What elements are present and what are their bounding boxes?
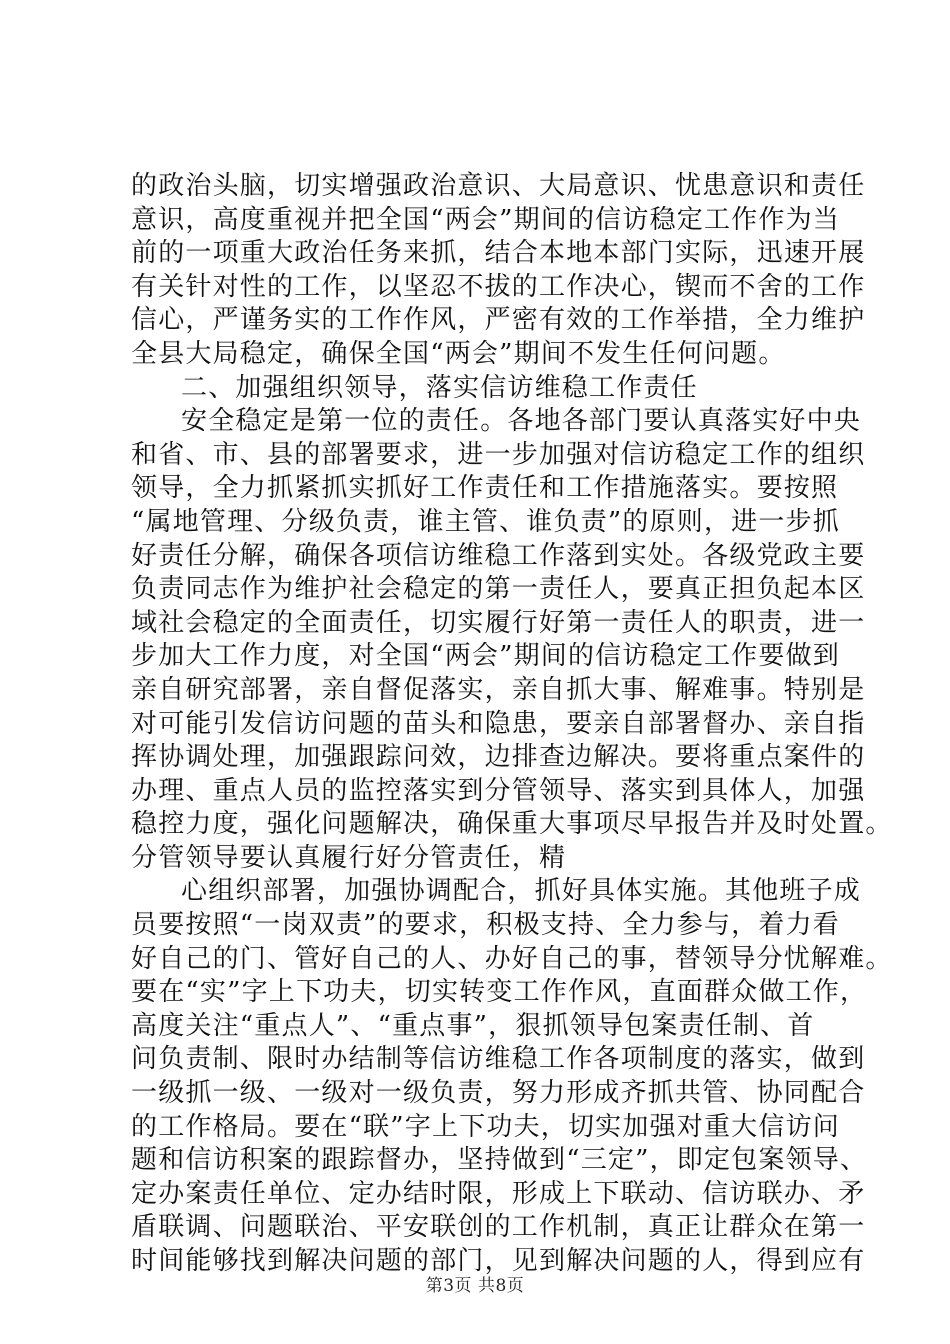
text-line: 时间能够找到解决问题的部门，见到解决问题的人，得到应有 <box>131 1246 866 1276</box>
text-line: 对可能引发信访问题的苗头和隐患，要亲自部署督办、亲自指 <box>131 708 866 739</box>
text-line: 领导，全力抓紧抓实抓好工作责任和工作措施落实。要按照 <box>131 473 839 504</box>
text-line: 员要按照“一岗双责”的要求，积极支持、全力参与，着力看 <box>131 910 840 941</box>
text-line: 全县大局稳定，确保全国“两会”期间不发生任何问题。 <box>131 338 786 369</box>
text-line: “属地管理、分级负责，谁主管、谁负责”的原则，进一步抓 <box>131 506 840 537</box>
page-footer: 第3页 共8页 <box>425 1276 525 1296</box>
text-line: 和省、市、县的部署要求，进一步加强对信访稳定工作的组织 <box>131 439 866 470</box>
text-line: 稳控力度，强化问题解决，确保重大事项尽早报告并及时处置。 <box>131 809 893 840</box>
text-line: 挥协调处理，加强跟踪问效，边排查边解决。要将重点案件的 <box>131 742 866 773</box>
text-line: 意识，高度重视并把全国“两会”期间的信访稳定工作作为当 <box>131 204 840 235</box>
text-line: 亲自研究部署，亲自督促落实，亲自抓大事、解难事。特别是 <box>131 674 866 705</box>
text-line: 心组织部署，加强协调配合，抓好具体实施。其他班子成 <box>181 876 862 907</box>
text-line: 办理、重点人员的监控落实到分管领导、落实到具体人，加强 <box>131 775 866 806</box>
text-line: 高度关注“重点人”、“重点事”，狠抓领导包案责任制、首 <box>131 1010 815 1041</box>
text-line: 的工作格局。要在“联”字上下功夫，切实加强对重大信访问 <box>131 1111 840 1142</box>
text-line: 分管领导要认真履行好分管责任，精 <box>131 842 567 873</box>
text-line: 负责同志作为维护社会稳定的第一责任人，要真正担负起本区 <box>131 574 866 605</box>
section-heading: 二、加强组织领导，落实信访维稳工作责任 <box>181 372 698 403</box>
text-line: 域社会稳定的全面责任，切实履行好第一责任人的职责，进一 <box>131 607 866 638</box>
text-line: 盾联调、问题联治、平安联创的工作机制，真正让群众在第一 <box>131 1212 866 1243</box>
body-text <box>131 170 893 1279</box>
text-line: 定办案责任单位、定办结时限，形成上下联动、信访联办、矛 <box>131 1178 866 1209</box>
text-line: 要在“实”字上下功夫，切实转变工作作风，直面群众做工作， <box>131 977 868 1008</box>
text-line: 信心，严谨务实的工作作风，严密有效的工作举措，全力维护 <box>131 305 866 336</box>
text-line: 一级抓一级、一级对一级负责，努力形成齐抓共管、协同配合 <box>131 1078 866 1109</box>
text-line: 好责任分解，确保各项信访维稳工作落到实处。各级党政主要 <box>131 540 866 571</box>
text-line: 好自己的门、管好自己的人、办好自己的事，替领导分忧解难。 <box>131 943 893 974</box>
text-line: 安全稳定是第一位的责任。各地各部门要认真落实好中央 <box>181 406 862 437</box>
text-line: 有关针对性的工作，以坚忍不拔的工作决心，锲而不舍的工作 <box>131 271 866 302</box>
text-line: 前的一项重大政治任务来抓，结合本地本部门实际，迅速开展 <box>131 238 866 269</box>
text-line: 题和信访积案的跟踪督办，坚持做到“三定”，即定包案领导、 <box>131 1145 868 1176</box>
text-line: 步加大工作力度，对全国“两会”期间的信访稳定工作要做到 <box>131 641 840 672</box>
text-line: 的政治头脑，切实增强政治意识、大局意识、忧患意识和责任 <box>131 171 866 201</box>
text-line: 问负责制、限时办结制等信访维稳工作各项制度的落实，做到 <box>131 1044 866 1075</box>
